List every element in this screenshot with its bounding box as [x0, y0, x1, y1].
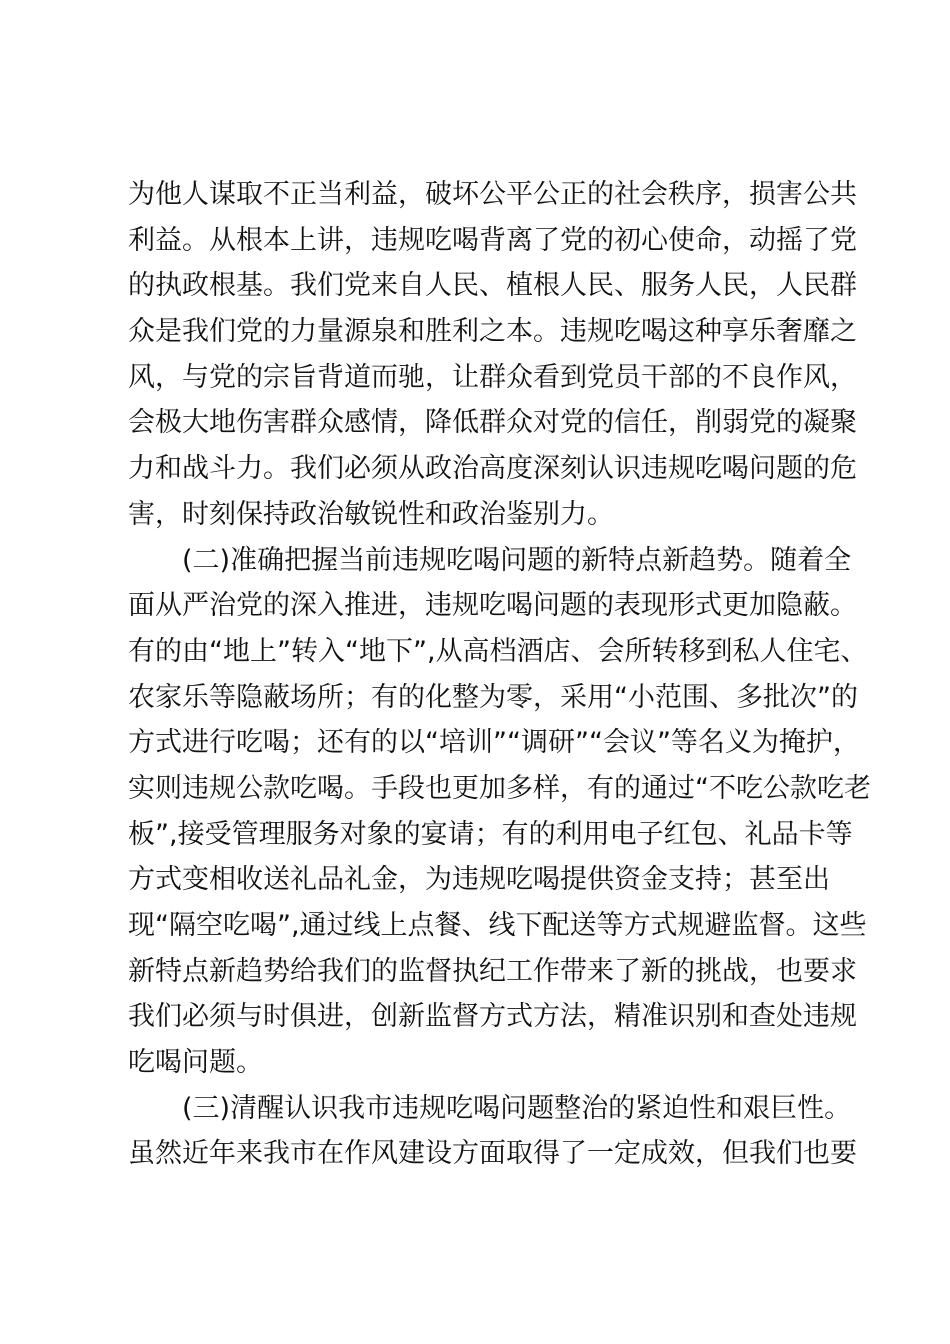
document-body	[128, 172, 871, 1177]
text-line: 力和战斗力。我们必须从政治高度深刻认识违规吃喝问题的危	[128, 453, 857, 485]
text-line: 风，与党的宗旨背道而驰，让群众看到党员干部的不良作风，	[128, 361, 857, 393]
text-line: 虽然近年来我市在作风建设方面取得了一定成效，但我们也要	[128, 1138, 857, 1170]
text-line: 实则违规公款吃喝。手段也更加多样，有的通过“不吃公款吃老	[128, 772, 871, 804]
text-line: 方式变相收送礼品礼金，为违规吃喝提供资金支持；甚至出	[128, 864, 830, 896]
text-line: 现“隔空吃喝”,通过线上点餐、线下配送等方式规避监督。这些	[128, 910, 867, 941]
text-line: 我们必须与时俱进，创新监督方式方法，精准识别和查处违规	[128, 1001, 857, 1033]
text-line: 新特点新趋势给我们的监督执纪工作带来了新的挑战，也要求	[128, 955, 857, 987]
text-line: 的执政根基。我们党来自人民、植根人民、服务人民，人民群	[128, 270, 857, 302]
text-line: 害，时刻保持政治敏锐性和政治鉴别力。	[128, 498, 614, 530]
text-line: 面从严治党的深入推进，违规吃喝问题的表现形式更加隐蔽。	[128, 590, 857, 622]
text-line: 为他人谋取不正当利益，破坏公平公正的社会秩序，损害公共	[128, 179, 857, 210]
section-heading-3: (三)清醒认识我市违规吃喝问题整治的紧迫性和艰巨性。	[182, 1092, 852, 1124]
text-line: 农家乐等隐蔽场所；有的化整为零，采用“小范围、多批次”的	[128, 681, 858, 713]
text-line: 利益。从根本上讲，违规吃喝背离了党的初心使命，动摇了党	[128, 224, 857, 256]
section-heading-2: (二)准确把握当前违规吃喝问题的新特点新趋势。随着全	[182, 544, 852, 576]
text-line: 众是我们党的力量源泉和胜利之本。违规吃喝这种享乐奢靡之	[128, 316, 857, 348]
text-line: 吃喝问题。	[128, 1047, 263, 1079]
text-line: 板”,接受管理服务对象的宴请；有的利用电子红包、礼品卡等	[128, 818, 853, 850]
text-line: 会极大地伤害群众感情，降低群众对党的信任，削弱党的凝聚	[128, 407, 857, 439]
text-line: 有的由“地上”转入“地下”,从高档酒店、会所转移到私人住宅、	[128, 635, 868, 667]
text-line: 方式进行吃喝；还有的以“培训”“调研”“会议”等名义为掩护，	[128, 727, 860, 759]
